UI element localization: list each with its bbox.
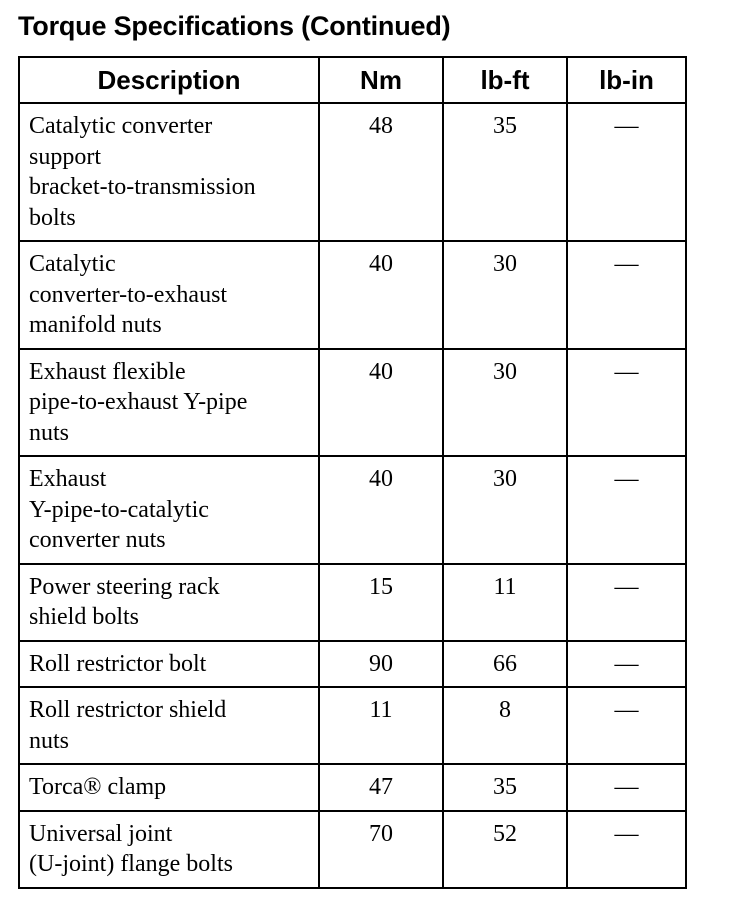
lb-in-cell: — (567, 811, 686, 888)
lb-in-cell: — (567, 349, 686, 457)
column-header-lb-in: lb-in (567, 57, 686, 103)
lb-in-cell: — (567, 687, 686, 764)
table-row (19, 456, 686, 564)
nm-cell: 40 (319, 241, 443, 349)
description-line: converter nuts (29, 527, 166, 553)
lb-in-cell: — (567, 641, 686, 688)
description-cell (19, 349, 319, 457)
description-cell (19, 687, 319, 764)
lb-ft-cell: 11 (443, 564, 567, 641)
lb-in-cell: — (567, 764, 686, 811)
table-row (19, 811, 686, 888)
description-line: manifold nuts (29, 312, 162, 338)
lb-ft-cell: 30 (443, 456, 567, 564)
description-line: converter-to-exhaust (29, 281, 228, 308)
description-line: bracket-to-transmission (29, 174, 256, 200)
torque-spec-table (18, 56, 687, 889)
nm-cell: 90 (319, 641, 443, 688)
description-line: pipe-to-exhaust Y-pipe (29, 389, 248, 415)
description-line: Roll restrictor bolt (29, 650, 207, 677)
table-header-row (19, 57, 686, 103)
table-row (19, 349, 686, 457)
description-cell (19, 564, 319, 641)
description-line: nuts (29, 419, 70, 446)
nm-cell: 15 (319, 564, 443, 641)
description-line: Torca® clamp (29, 774, 167, 800)
description-line: Catalytic (29, 251, 116, 277)
description-line: Power steering rack (29, 573, 220, 600)
nm-cell: 11 (319, 687, 443, 764)
lb-ft-cell: 8 (443, 687, 567, 764)
description-cell (19, 103, 319, 241)
lb-ft-cell: 35 (443, 764, 567, 811)
lb-ft-cell: 30 (443, 241, 567, 349)
description-cell (19, 811, 319, 888)
column-header-lb-ft: lb-ft (443, 57, 567, 103)
table-body (19, 103, 686, 888)
description-line: nuts (29, 727, 70, 754)
description-line: Roll restrictor shield (29, 697, 227, 723)
table-row (19, 103, 686, 241)
description-line: support (29, 143, 101, 170)
description-line: Catalytic converter (29, 113, 213, 139)
lb-in-cell: — (567, 103, 686, 241)
description-line: Y-pipe-to-catalytic (29, 496, 209, 523)
page-title: Torque Specifications (Continued) (18, 11, 451, 41)
table-row (19, 687, 686, 764)
description-cell (19, 456, 319, 564)
description-cell (19, 641, 319, 688)
nm-cell: 48 (319, 103, 443, 241)
description-line: Universal joint (29, 820, 173, 847)
table-row (19, 764, 686, 811)
lb-ft-cell: 66 (443, 641, 567, 688)
lb-in-cell: — (567, 564, 686, 641)
nm-cell: 40 (319, 349, 443, 457)
nm-cell: 47 (319, 764, 443, 811)
description-line: Exhaust (29, 466, 107, 492)
table-row (19, 564, 686, 641)
table-row (19, 241, 686, 349)
lb-in-cell: — (567, 241, 686, 349)
column-header-nm: Nm (319, 57, 443, 103)
nm-cell: 40 (319, 456, 443, 564)
lb-ft-cell: 30 (443, 349, 567, 457)
description-line: (U-joint) flange bolts (29, 851, 233, 877)
lb-in-cell: — (567, 456, 686, 564)
lb-ft-cell: 35 (443, 103, 567, 241)
column-header-description: Description (19, 57, 319, 103)
description-line: bolts (29, 204, 76, 231)
lb-ft-cell: 52 (443, 811, 567, 888)
table-row (19, 641, 686, 688)
nm-cell: 70 (319, 811, 443, 888)
description-cell (19, 764, 319, 811)
description-cell (19, 241, 319, 349)
description-line: Exhaust flexible (29, 358, 186, 385)
description-line: shield bolts (29, 604, 140, 630)
